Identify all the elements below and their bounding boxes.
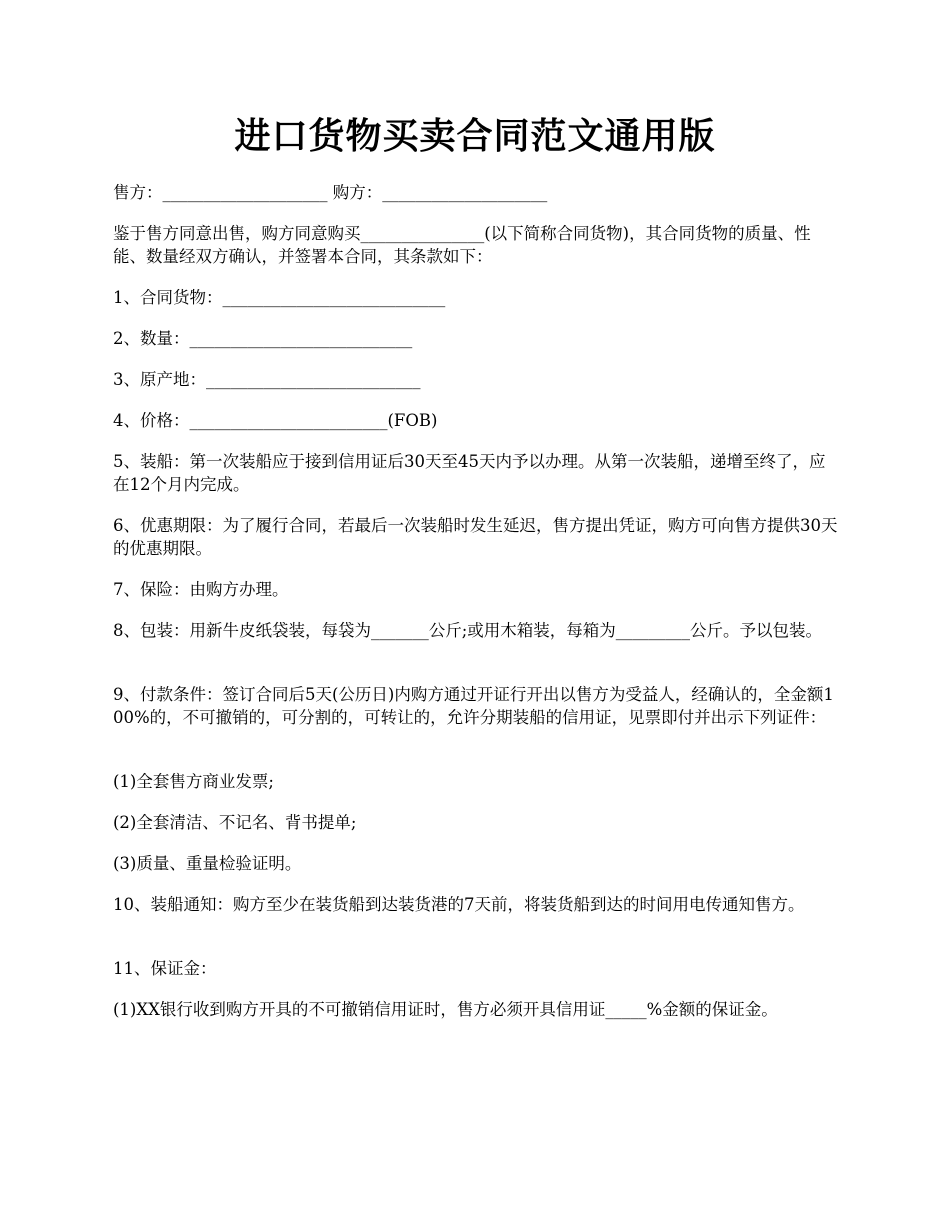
clause-10-shipping-notice: 10、装船通知：购方至少在装货船到达装货港的7天前，将装货船到达的时间用电传通知售方。	[113, 895, 805, 914]
clause-9-payment: 9、付款条件：签订合同后5天(公历日)内购方通过开证行开出以售方为受益人，经确认的，全金额100%的，不可撤销的，可分割的，可转让的，允许分期装船的信用证，见票即付并出示下列证件：	[113, 685, 834, 727]
preamble-paragraph: 鉴于售方同意出售，购方同意购买_______________(以下简称合同货物)，其合同货物的质量、性能、数量经双方确认，并签署本合同，其条款如下：	[113, 224, 811, 266]
payment-doc-2: (2)全套清洁、不记名、背书提单;	[113, 813, 357, 832]
clause-5-shipment: 5、装船：第一次装船应于接到信用证后30天至45天内予以办理。从第一次装船，递增至终了，应在12个月内完成。	[113, 452, 826, 494]
clause-7-insurance: 7、保险：由购方办理。	[113, 580, 289, 599]
clause-11-deposit: 11、保证金：	[113, 959, 217, 978]
clause-2-quantity: 2、数量：___________________________	[113, 329, 413, 348]
clause-3-origin: 3、原产地：__________________________	[113, 370, 421, 389]
clause-8-packing: 8、包装：用新牛皮纸袋装，每袋为_______公斤;或用木箱装，每箱为_________公斤。予以包装。	[113, 621, 823, 640]
clause-1-goods: 1、合同货物：___________________________	[113, 288, 446, 307]
payment-doc-3: (3)质量、重量检验证明。	[113, 854, 302, 873]
clause-4-price: 4、价格：________________________(FOB)	[113, 411, 438, 430]
payment-doc-1: (1)全套售方商业发票;	[113, 772, 274, 791]
deposit-item-1: (1)XX银行收到购方开具的不可撤销信用证时，售方必须开具信用证_____%金额的保证金。	[113, 1000, 778, 1019]
clause-6-grace-period: 6、优惠期限：为了履行合同，若最后一次装船时发生延迟，售方提出凭证，购方可向售方提供30天的优惠期限。	[113, 516, 838, 558]
parties-line: 售方：____________________ 购方：____________________	[113, 183, 548, 202]
document-title: 进口货物买卖合同范文通用版	[234, 115, 716, 157]
